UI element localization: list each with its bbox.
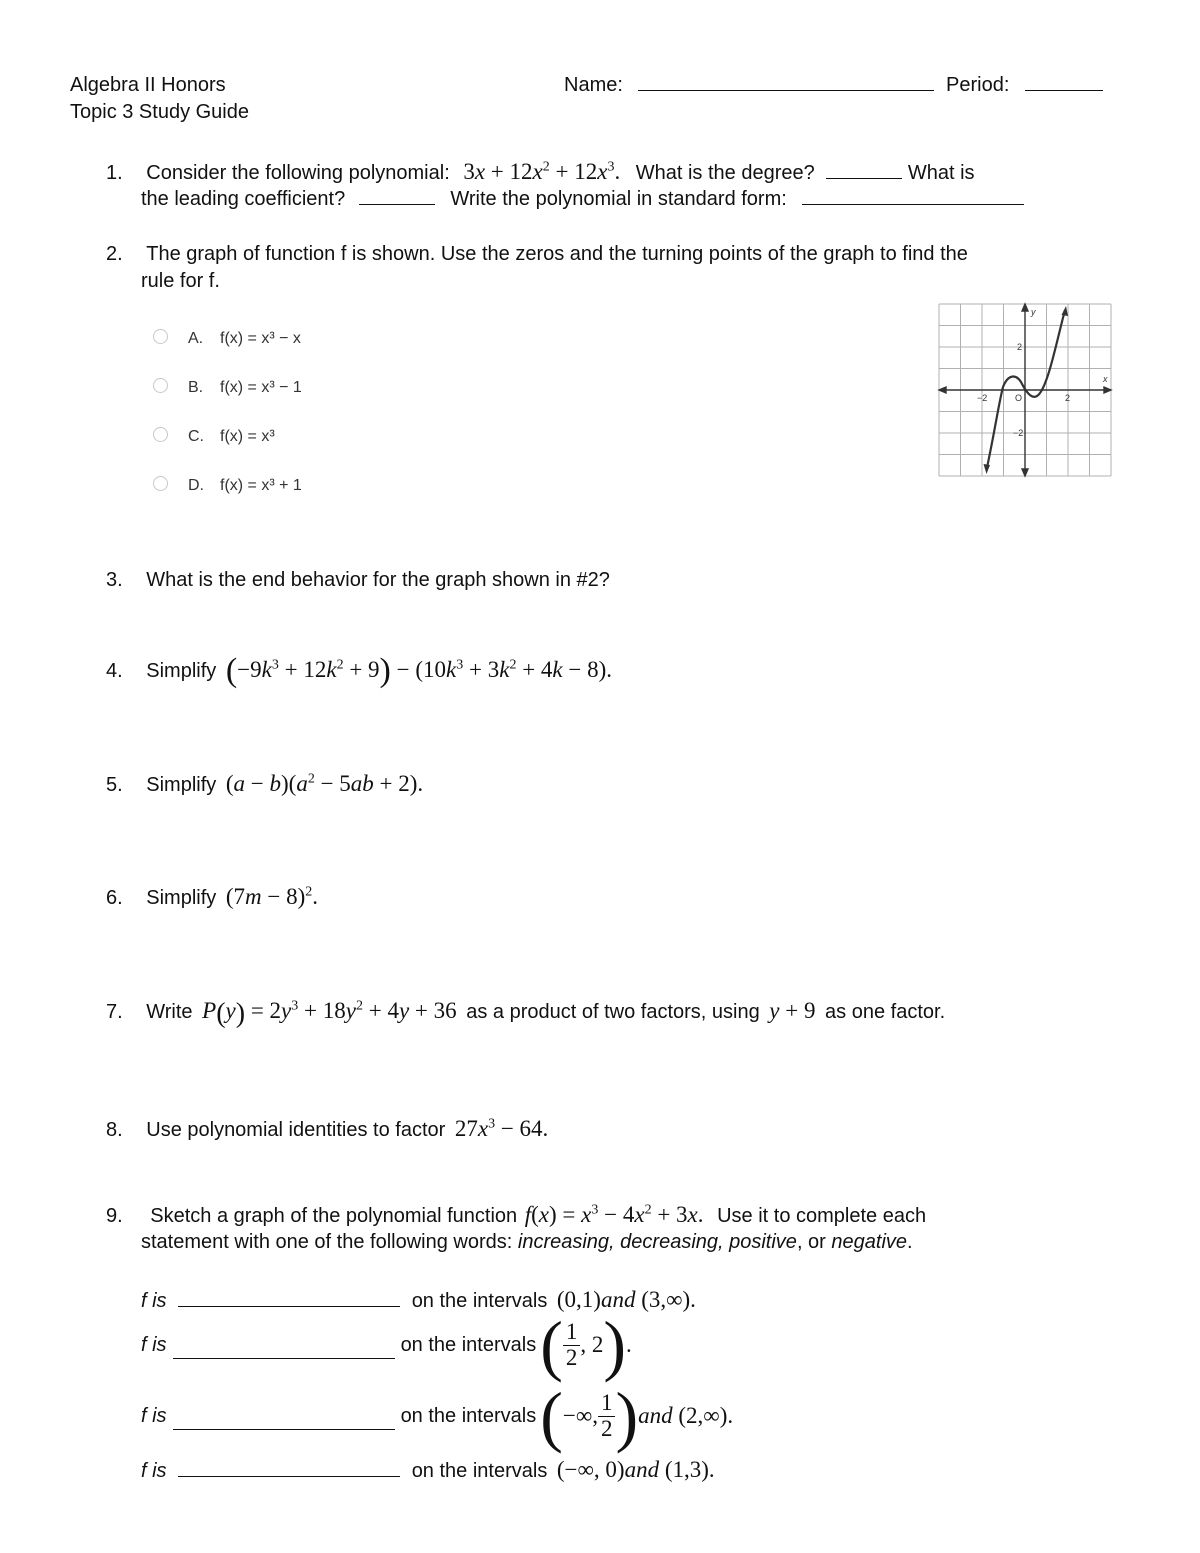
f-is-label: f is (141, 1405, 167, 1427)
interval-label: on the intervals (400, 1405, 537, 1427)
statement-4 (141, 1456, 715, 1484)
q9-word-list: increasing, decreasing, positive (517, 1231, 797, 1253)
q9-or: , or (796, 1231, 826, 1253)
q8-expression: $27x^3 - 64$. (454, 1116, 549, 1141)
statement-2-blank[interactable] (173, 1342, 395, 1359)
q3-text: What is the end behavior for the graph shown in #2? (146, 569, 610, 591)
q8-text: Use polynomial identities to factor (146, 1119, 446, 1141)
name-field[interactable] (564, 73, 1103, 97)
q1-text-d: the leading coefficient? (141, 188, 346, 210)
question-number: 2. (106, 243, 123, 265)
question-number: 6. (106, 887, 123, 909)
curve-arrow-up (1062, 306, 1069, 316)
question-number: 4. (106, 660, 123, 682)
statement-3 (141, 1378, 734, 1454)
q7-text-c: as one factor. (825, 1001, 946, 1023)
q9-word-negative: negative (831, 1231, 908, 1253)
q2-line-1: The graph of function f is shown. Use the zeros and the turning points of the graph to find the (146, 243, 968, 265)
q7-text-a: Write (146, 1001, 193, 1023)
q1-text-e: Write the polynomial in standard form: (450, 188, 787, 210)
question-number: 1. (106, 162, 123, 184)
q9-function: $f(x) = x^3 - 4x^2 + 3x$. (524, 1202, 704, 1227)
course-title: Algebra II Honors (70, 74, 226, 96)
interval-label: on the intervals (411, 1460, 548, 1482)
question-number: 5. (106, 774, 123, 796)
name-label: Name: (564, 74, 623, 96)
option-letter: B. (188, 379, 204, 396)
statement-4-intervals: (−∞, 0)and (1,3). (556, 1457, 715, 1482)
option-b[interactable] (153, 378, 302, 397)
period-blank[interactable] (1025, 74, 1103, 91)
curve-arrow-down (984, 464, 991, 474)
question-5 (106, 770, 423, 798)
radio-button[interactable] (153, 378, 168, 393)
tick-x-positive: 2 (1065, 393, 1071, 403)
standard-form-blank[interactable] (802, 188, 1024, 205)
question-number: 8. (106, 1119, 123, 1141)
question-6 (106, 883, 318, 911)
question-2 (106, 242, 968, 266)
q5-text: Simplify (146, 774, 217, 796)
option-d[interactable] (153, 476, 302, 495)
radio-button[interactable] (153, 476, 168, 491)
q6-text: Simplify (146, 887, 217, 909)
statement-1-intervals: (0,1)and (3,∞). (556, 1287, 696, 1312)
question-8 (106, 1115, 548, 1143)
q9-line-1a: Sketch a graph of the polynomial function (150, 1205, 518, 1227)
f-is-label: f is (141, 1334, 167, 1356)
option-rule: f(x) = x³ + 1 (220, 477, 302, 494)
interval-label: on the intervals (400, 1334, 537, 1356)
q9-line-1b: Use it to complete each (717, 1205, 927, 1227)
f-is-label: f is (141, 1460, 167, 1482)
q4-expression: $(-9k^3 + 12k^2 + 9) - (10k^3 + 3k^2 + 4k - 8)$. (225, 652, 613, 689)
option-letter: D. (188, 477, 204, 494)
q7-text-b: as a product of two factors, using (466, 1001, 760, 1023)
statement-2 (141, 1307, 632, 1383)
tick-x-negative: −2 (977, 393, 988, 403)
q7-polynomial: $P(y) = 2y^3 + 18y^2 + 4y + 36$ (202, 998, 457, 1029)
statement-2-intervals: ( $\frac{1}{2}$ , 2 ) . (540, 1307, 632, 1383)
radio-button[interactable] (153, 427, 168, 442)
question-7 (106, 997, 945, 1031)
q1-text-c: What is (907, 162, 975, 184)
radio-button[interactable] (153, 329, 168, 344)
statement-4-blank[interactable] (178, 1460, 400, 1477)
option-rule: f(x) = x³ − x (220, 330, 301, 347)
question-number: 9. (106, 1205, 123, 1227)
leading-coefficient-blank[interactable] (359, 188, 435, 205)
function-graph (937, 302, 1113, 478)
q1-text-b: What is the degree? (635, 162, 815, 184)
f-is-label: f is (141, 1290, 167, 1312)
degree-blank[interactable] (826, 162, 902, 179)
and-word: and (600, 1287, 636, 1312)
statement-3-intervals: ( −∞, $\frac{1}{2}$ ) and (2,∞). (540, 1378, 734, 1454)
question-4 (106, 651, 612, 692)
q7-factor: y + 9 (769, 998, 816, 1023)
q2-line-2: rule for f. (141, 270, 220, 292)
y-axis-label: y (1031, 307, 1036, 317)
option-letter: A. (188, 330, 204, 347)
tick-y-negative: −2 (1013, 428, 1024, 438)
period-label: Period: (946, 74, 1010, 96)
topic-title: Topic 3 Study Guide (70, 101, 249, 123)
q1-polynomial: $3x + 12x^2 + 12x^3$. (463, 159, 621, 184)
x-axis-label: x (1103, 374, 1108, 384)
option-letter: C. (188, 428, 204, 445)
q9-line-2a: statement with one of the following words (141, 1231, 507, 1253)
statement-1-blank[interactable] (178, 1290, 400, 1307)
question-3 (106, 568, 610, 592)
tick-y-positive: 2 (1017, 342, 1023, 352)
question-1 (106, 158, 975, 186)
name-blank[interactable] (638, 74, 934, 91)
origin-label: O (1015, 393, 1023, 403)
interval-label: on the intervals (411, 1290, 548, 1312)
question-number: 3. (106, 569, 123, 591)
question-number: 7. (106, 1001, 123, 1023)
question-9 (106, 1201, 926, 1229)
q1-text-a: Consider the following polynomial: (146, 162, 450, 184)
option-rule: f(x) = x³ − 1 (220, 379, 302, 396)
q9-line-2: statement with one of the following words: increasing, decreasing, positive, or negative. (141, 1231, 913, 1253)
and-word: and (638, 1403, 673, 1429)
question-1-line-2 (141, 187, 1024, 211)
q5-expression: $(a - b)(a^2 - 5ab + 2)$. (225, 771, 424, 796)
q6-expression: $(7m - 8)^2$. (225, 884, 319, 909)
option-rule: f(x) = x³ (220, 428, 275, 445)
option-a[interactable] (153, 329, 301, 348)
option-c[interactable] (153, 427, 275, 446)
q4-text: Simplify (146, 660, 217, 682)
and-word: and (624, 1457, 660, 1482)
statement-3-blank[interactable] (173, 1413, 395, 1430)
